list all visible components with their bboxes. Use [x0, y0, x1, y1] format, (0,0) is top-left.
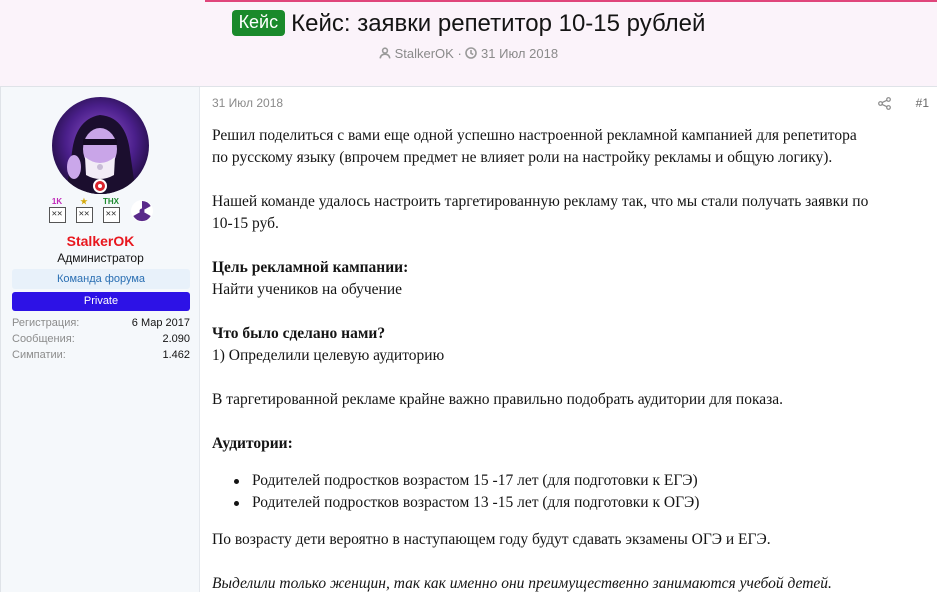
stat-value[interactable]: 2.090: [162, 333, 190, 345]
trophy-item[interactable]: [101, 198, 121, 223]
thread-title-row: [0, 10, 937, 38]
post-text-line: Найти учеников на обучение: [212, 281, 403, 298]
trophy-list: [47, 198, 154, 223]
meta-separator: ·: [457, 46, 462, 61]
stat-row-messages: [12, 332, 190, 348]
list-item: Родителей подростков возрастом 15 -17 лет (для подготовки к ЕГЭ): [252, 470, 698, 492]
post-text-line: В таргетированной рекламе крайне важно правильно подобрать аудитории для показа.: [212, 391, 784, 408]
radiation-icon[interactable]: [130, 199, 154, 223]
post-text-line: Решил поделиться с вами еще одной успешно настроенной рекламной кампанией для репетитора: [212, 127, 857, 144]
thread-meta: [0, 46, 937, 61]
post-message: [0, 86, 937, 592]
page-title: Кейс: заявки репетитор 10-15 рублей: [291, 10, 706, 37]
post-heading-goal: Цель рекламной кампании:: [212, 259, 409, 276]
post-text-line: По возрасту дети вероятно в наступающем году будут сдавать экзамены ОГЭ и ЕГЭ.: [212, 531, 771, 548]
post-number-link[interactable]: #1: [915, 96, 929, 110]
avatar-container[interactable]: [52, 97, 149, 194]
stat-label: Регистрация:: [12, 317, 80, 329]
counter-box-icon: ✕✕: [49, 207, 66, 223]
post-heading-audiences: Аудитории:: [212, 435, 293, 452]
top-accent-bar: [205, 0, 937, 2]
trophy-label: THX: [103, 197, 119, 206]
post-user-panel: [1, 87, 200, 592]
online-status-icon: [93, 179, 107, 193]
stat-value: 6 Мар 2017: [131, 317, 190, 329]
star-box-icon: ✕✕: [76, 207, 93, 223]
user-icon: [379, 47, 391, 59]
user-banner-private: Private: [12, 292, 190, 311]
thread-date-link[interactable]: 31 Июл 2018: [481, 46, 559, 61]
trophy-label: ★: [80, 197, 88, 206]
trophy-label: 1K: [51, 197, 63, 206]
stat-label: Сообщения:: [12, 333, 75, 345]
share-icon[interactable]: [878, 97, 891, 110]
stat-row-registration: [12, 316, 190, 332]
post-text-line: Нашей команде удалось настроить таргетированную рекламу так, что мы стали получать заявки по: [212, 193, 869, 210]
list-item: Родителей подростков возрастом 13 -15 лет (для подготовки к ОГЭ): [252, 492, 699, 514]
post-text-line: по русскому языку (впрочем предмет не влияет роли на настройку рекламы и общую логику).: [212, 149, 833, 166]
trophy-item[interactable]: [74, 198, 94, 223]
post-content: [201, 87, 937, 592]
thread-author-link[interactable]: StalkerOK: [394, 46, 454, 61]
post-header: [212, 96, 929, 112]
user-banner-team: Команда форума: [12, 269, 190, 289]
post-text-line: 1) Определили целевую аудиторию: [212, 347, 445, 364]
post-text-line-italic: Выделили только женщин, так как именно они преимущественно занимаются учебой детей.: [212, 575, 832, 592]
user-title: Администратор: [57, 251, 144, 265]
stat-label: Симпатии:: [12, 349, 66, 361]
stat-row-likes: [12, 348, 190, 364]
post-heading-done: Что было сделано нами?: [212, 325, 386, 342]
clock-icon: [465, 47, 477, 59]
stat-value: 1.462: [162, 349, 190, 361]
thanks-box-icon: ✕✕: [103, 207, 120, 223]
thread-prefix-badge[interactable]: Кейс: [232, 10, 286, 36]
post-date-link[interactable]: 31 Июл 2018: [212, 96, 284, 110]
trophy-item[interactable]: [47, 198, 67, 223]
post-text-line: 10-15 руб.: [212, 215, 279, 232]
user-stats: [12, 316, 190, 364]
username-link[interactable]: StalkerOK: [66, 233, 135, 249]
